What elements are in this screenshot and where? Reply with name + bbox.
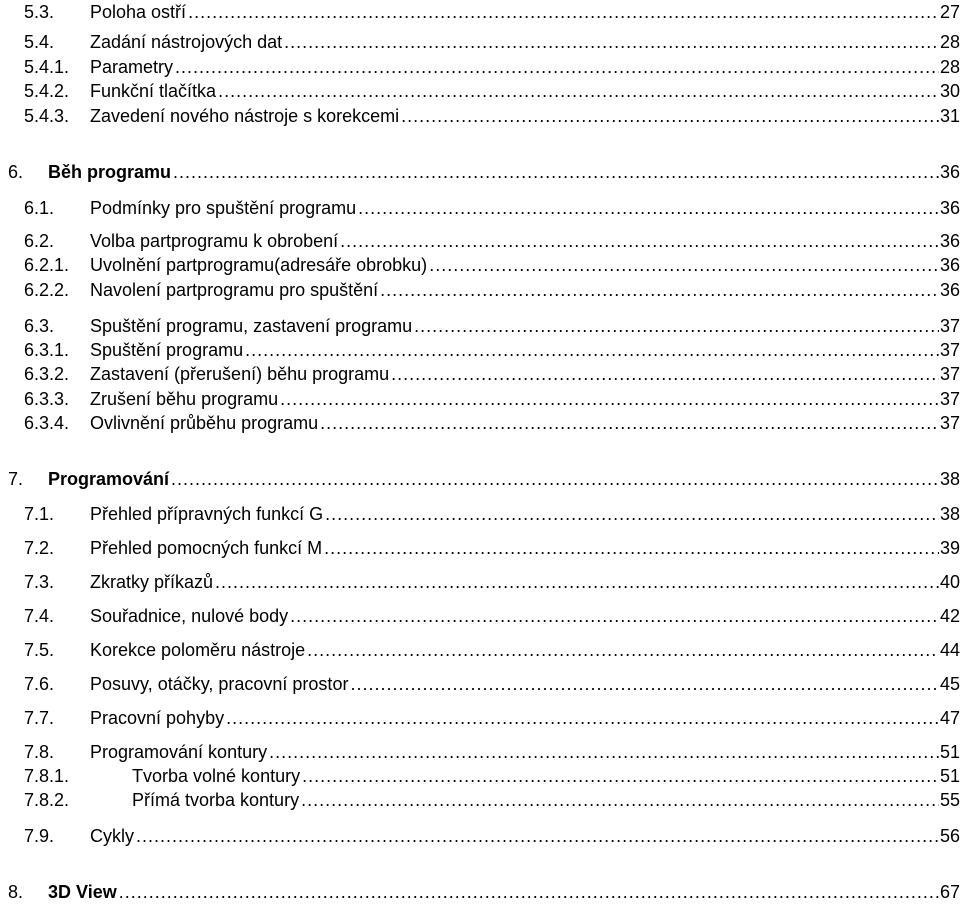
toc-entry-title: Pracovní pohyby <box>90 708 225 728</box>
toc-entry-number: 6.3. <box>24 316 55 336</box>
toc-entry-number: 6.3.3. <box>24 389 70 409</box>
toc-entry[interactable] <box>0 502 960 526</box>
toc-entry[interactable] <box>0 536 960 560</box>
toc-entry-title: Posuvy, otáčky, pracovní prostor <box>90 674 349 694</box>
toc-entry-page-number: 31 <box>939 106 960 126</box>
toc-entry[interactable] <box>0 706 960 730</box>
toc-entry-title: Cykly <box>90 826 134 846</box>
dot-leader <box>324 536 939 560</box>
toc-entry-page-number: 37 <box>939 364 960 384</box>
toc-entry-title: Zrušení běhu programu <box>90 389 279 409</box>
toc-entry-page-number: 67 <box>939 882 960 902</box>
toc-entry-title: Poloha ostří <box>90 2 187 22</box>
toc-entry-title: Parametry <box>90 57 174 77</box>
toc-entry-page-number: 36 <box>939 231 960 251</box>
toc-entry-number: 6.2. <box>24 231 55 251</box>
toc-entry[interactable] <box>0 338 960 362</box>
dot-leader <box>307 638 939 662</box>
dot-leader <box>280 387 939 411</box>
toc-entry-page-number: 28 <box>939 57 960 77</box>
toc-entry[interactable] <box>0 764 960 788</box>
toc-entry-number: 5.4.3. <box>24 106 70 126</box>
dot-leader <box>401 104 939 128</box>
toc-entry-title: Zavedení nového nástroje s korekcemi <box>90 106 400 126</box>
dot-leader <box>171 467 939 491</box>
toc-entry-title: Zastavení (přerušení) běhu programu <box>90 364 390 384</box>
dot-leader <box>188 0 939 24</box>
toc-entry-title: Podmínky pro spuštění programu <box>90 198 357 218</box>
toc-entry-number: 7.6. <box>24 674 55 694</box>
toc-entry[interactable] <box>0 30 960 54</box>
toc-entry-title: Volba partprogramu k obrobení <box>90 231 339 251</box>
toc-entry-number: 6. <box>8 162 24 182</box>
toc-entry-page-number: 37 <box>939 340 960 360</box>
toc-entry-title: Ovlivnění průběhu programu <box>90 413 319 433</box>
toc-entry[interactable] <box>0 570 960 594</box>
toc-entry-title: Programování <box>48 469 170 489</box>
toc-entry-number: 7.1. <box>24 504 55 524</box>
toc-entry-page-number: 56 <box>939 826 960 846</box>
toc-entry-number: 6.3.1. <box>24 340 70 360</box>
toc-entry-number: 6.2.2. <box>24 280 70 300</box>
toc-entry-page-number: 47 <box>939 708 960 728</box>
toc-entry[interactable] <box>0 229 960 253</box>
toc-entry-page-number: 39 <box>939 538 960 558</box>
toc-entry-number: 7.2. <box>24 538 55 558</box>
toc-entry-number: 5.4.2. <box>24 81 70 101</box>
toc-entry-number: 8. <box>8 882 24 902</box>
toc-entry[interactable] <box>0 880 960 904</box>
toc-entry-number: 6.3.2. <box>24 364 70 384</box>
dot-leader <box>391 362 939 386</box>
dot-leader <box>380 278 939 302</box>
toc-entry-number: 7.8.2. <box>24 790 70 810</box>
toc-entry-title: Korekce poloměru nástroje <box>90 640 306 660</box>
toc-entry-page-number: 36 <box>939 255 960 275</box>
dot-leader <box>325 502 939 526</box>
toc-entry[interactable] <box>0 278 960 302</box>
toc-entry-number: 7.8.1. <box>24 766 70 786</box>
toc-entry[interactable] <box>0 638 960 662</box>
toc-entry-title: Spuštění programu <box>90 340 244 360</box>
dot-leader <box>302 764 939 788</box>
toc-entry-title: Souřadnice, nulové body <box>90 606 289 626</box>
dot-leader <box>350 672 939 696</box>
dot-leader <box>226 706 939 730</box>
toc-entry-page-number: 37 <box>939 389 960 409</box>
toc-entry[interactable] <box>0 604 960 628</box>
toc-entry-number: 5.4.1. <box>24 57 70 77</box>
toc-entry-page-number: 40 <box>939 572 960 592</box>
toc-entry-page-number: 42 <box>939 606 960 626</box>
toc-entry-number: 5.4. <box>24 32 55 52</box>
toc-entry-page-number: 51 <box>939 766 960 786</box>
toc-entry[interactable] <box>0 411 960 435</box>
toc-entry-title: Uvolnění partprogramu(adresáře obrobku) <box>90 255 428 275</box>
toc-entry-page-number: 37 <box>939 316 960 336</box>
toc-entry[interactable] <box>0 79 960 103</box>
toc-entry-title: Zadání nástrojových dat <box>90 32 283 52</box>
dot-leader <box>245 338 939 362</box>
toc-entry[interactable] <box>0 387 960 411</box>
toc-entry-number: 6.1. <box>24 198 55 218</box>
dot-leader <box>320 411 939 435</box>
toc-entry-number: 7.3. <box>24 572 55 592</box>
toc-entry[interactable] <box>0 740 960 764</box>
toc-entry-page-number: 38 <box>939 504 960 524</box>
toc-entry[interactable] <box>0 824 960 848</box>
dot-leader <box>414 314 939 338</box>
toc-entry[interactable] <box>0 160 960 184</box>
dot-leader <box>284 30 939 54</box>
toc-entry[interactable] <box>0 104 960 128</box>
toc-entry-page-number: 44 <box>939 640 960 660</box>
toc-entry[interactable] <box>0 362 960 386</box>
toc-entry-title: Přímá tvorba kontury <box>132 790 300 810</box>
toc-entry-page-number: 27 <box>939 2 960 22</box>
toc-entry-number: 7.8. <box>24 742 55 762</box>
dot-leader <box>429 253 939 277</box>
toc-entry-title: Navolení partprogramu pro spuštění <box>90 280 379 300</box>
toc-entry-title: Programování kontury <box>90 742 268 762</box>
toc-entry-number: 7.7. <box>24 708 55 728</box>
dot-leader <box>173 160 939 184</box>
toc-entry-title: 3D View <box>48 882 117 902</box>
toc-entry-page-number: 55 <box>939 790 960 810</box>
dot-leader <box>290 604 939 628</box>
toc-entry-page-number: 45 <box>939 674 960 694</box>
toc-entry-page-number: 36 <box>939 280 960 300</box>
toc-entry-title: Přehled přípravných funkcí G <box>90 504 324 524</box>
toc-entry-page-number: 51 <box>939 742 960 762</box>
toc-entry[interactable] <box>0 55 960 79</box>
toc-entry[interactable] <box>0 0 960 24</box>
toc-entry-number: 7. <box>8 469 24 489</box>
toc-entry-title: Tvorba volné kontury <box>132 766 301 786</box>
dot-leader <box>269 740 939 764</box>
dot-leader <box>136 824 939 848</box>
toc-entry-number: 7.5. <box>24 640 55 660</box>
toc-entry-number: 6.2.1. <box>24 255 70 275</box>
toc-entry[interactable] <box>0 467 960 491</box>
toc-entry-page-number: 38 <box>939 469 960 489</box>
toc-entry-number: 5.3. <box>24 2 55 22</box>
dot-leader <box>218 79 939 103</box>
toc-entry[interactable] <box>0 672 960 696</box>
toc-entry-number: 7.9. <box>24 826 55 846</box>
toc-entry-page-number: 28 <box>939 32 960 52</box>
toc-entry[interactable] <box>0 196 960 220</box>
dot-leader <box>119 880 939 904</box>
toc-entry[interactable] <box>0 314 960 338</box>
toc-entry-title: Spuštění programu, zastavení programu <box>90 316 413 336</box>
dot-leader <box>301 788 939 812</box>
toc-entry-title: Běh programu <box>48 162 172 182</box>
dot-leader <box>358 196 939 220</box>
toc-entry-number: 7.4. <box>24 606 55 626</box>
dot-leader <box>340 229 939 253</box>
toc-entry[interactable] <box>0 253 960 277</box>
dot-leader <box>175 55 939 79</box>
dot-leader <box>215 570 939 594</box>
toc-entry-title: Funkční tlačítka <box>90 81 217 101</box>
toc-entry-page-number: 30 <box>939 81 960 101</box>
toc-entry-page-number: 36 <box>939 198 960 218</box>
toc-entry-title: Přehled pomocných funkcí M <box>90 538 323 558</box>
toc-entry-page-number: 37 <box>939 413 960 433</box>
toc-entry-page-number: 36 <box>939 162 960 182</box>
toc-entry-number: 6.3.4. <box>24 413 70 433</box>
toc-entry[interactable] <box>0 788 960 812</box>
toc-entry-title: Zkratky příkazů <box>90 572 214 592</box>
